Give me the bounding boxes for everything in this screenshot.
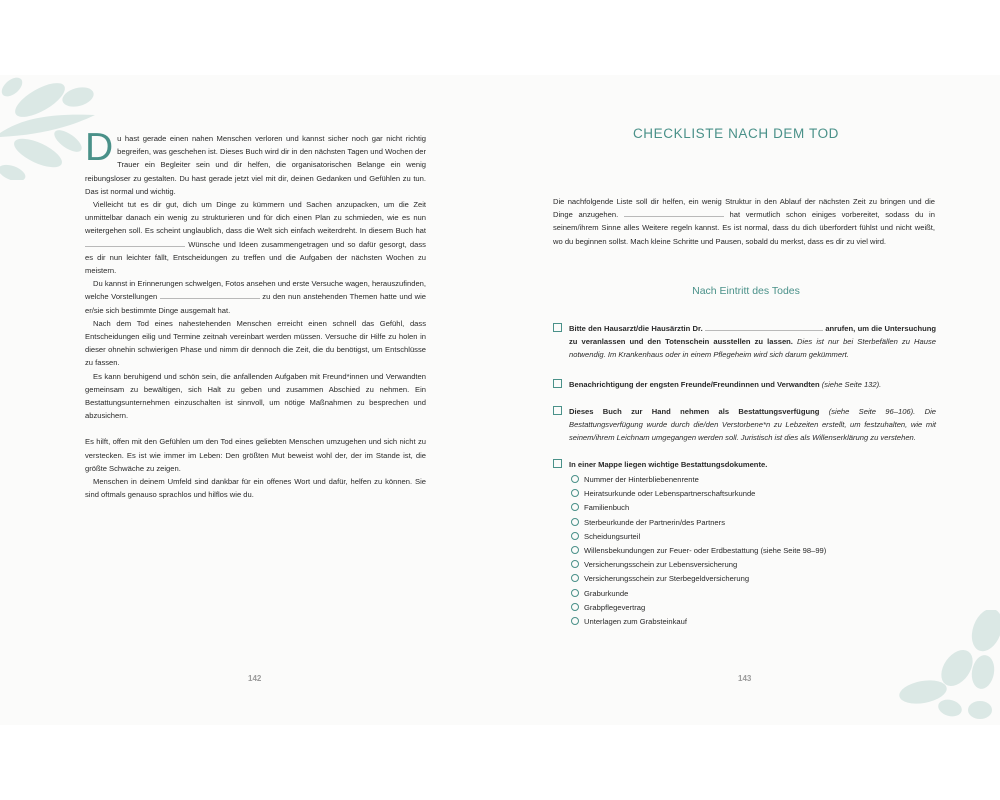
paragraph-2: Vielleicht tut es dir gut, dich um Dinge zu kümmern und Sachen anzupacken, um die Zeit unmittelbar danach ein wenig zu strukturieren und für dich einen Plan zu schmieden, wie es nun weitergehen soll. Es scheint unglaublich, dass die Welt sich einfach weiterdreht. In diesem Buch hat Wünsche und Ideen zusammengetragen und so dafür gesorgt, dass es dir nun leichter fällt, Entscheidungen zu treffen und die Aufgaben der nächsten Wochen zu meistern. [85,200,426,276]
circle-checkbox[interactable] [571,574,579,582]
circle-checkbox[interactable] [571,518,579,526]
page-number-right: 143 [738,674,752,683]
document-item[interactable]: Heiratsurkunde oder Lebenspartnerschaftsurkunde [571,487,826,501]
paragraph-1-text: u hast gerade einen nahen Menschen verloren und kannst sicher noch gar nicht richtig begreifen, was geschehen ist. Dieses Buch wird dir in den nächsten Tagen und Wochen der Trauer ein Begleiter sein und dir helfen, die organisatorischen Belange ein wenig reibungsloser zu gestalten. Du hast gerade jetzt viel mit dir, deinen Gedanken und Gefühlen zu tun. Das ist normal und wichtig. [85,134,426,196]
leaf-decoration-top-left [0,75,95,180]
circle-checkbox[interactable] [571,475,579,483]
document-item[interactable]: Unterlagen zum Grabsteinkauf [571,615,826,629]
circle-checkbox[interactable] [571,560,579,568]
document-item[interactable]: Versicherungsschein zur Sterbegeldversicherung [571,572,826,586]
paragraph-7: Menschen in deinem Umfeld sind dankbar für ein offenes Wort und dafür, helfen zu können. Sie sind oftmals genauso sprachlos und hilflos wie du. [85,477,426,500]
document-item[interactable]: Willensbekundungen zur Feuer- oder Erdbestattung (siehe Seite 98–99) [571,544,826,558]
checkbox[interactable] [553,323,562,332]
paragraph-5: Es kann beruhigend und schön sein, die anfallenden Aufgaben mit Freund*innen und Verwandten gemeinsam zu bewältigen, sich Halt zu geben und zusammen Abschied zu nehmen. Ein Bestattungsunternehmen einzuschalten ist sinnvoll, um nötige Maßnahmen zu besprechen und abzusichern. [85,371,426,421]
circle-checkbox[interactable] [571,489,579,497]
checklist-item-documents[interactable]: In einer Mappe liegen wichtige Bestattungsdokumente. [553,458,936,471]
leaf-decoration-bottom-right [895,610,1000,725]
document-item[interactable]: Sterbeurkunde der Partnerin/des Partners [571,516,826,530]
document-item[interactable]: Scheidungsurteil [571,530,826,544]
fill-in-blank[interactable] [624,210,724,217]
fill-in-blank[interactable] [705,324,823,331]
document-item[interactable]: Versicherungsschein zur Lebensversicherung [571,558,826,572]
checkbox[interactable] [553,379,562,388]
fill-in-blank[interactable] [160,292,260,299]
document-item[interactable]: Familienbuch [571,501,826,515]
circle-checkbox[interactable] [571,617,579,625]
circle-checkbox[interactable] [571,603,579,611]
circle-checkbox[interactable] [571,503,579,511]
paragraph-4: Nach dem Tod eines nahestehenden Menschen erreicht einen schnell das Gefühl, dass Entscheidungen eilig und Termine zeitnah vereinbart werden müssen. Versuche dir Hilfe zu holen in dieser ohnehin schwierigen Phase und nimm dir dennoch die Zeit, die du benötigst, um Entschlüsse zu fassen. [85,318,426,368]
intro-paragraph: Die nachfolgende Liste soll dir helfen, ein wenig Struktur in den Ablauf der nächsten Zeit zu bringen und die Dinge anzugehen. hat vermutlich schon einiges vorbereitet, sodass du in seinem/ihrem Sinne alles Weitere regeln kannst. Es ist normal, dass du dich überfordert fühlst und nicht weißt, wo du beginnen sollst. Mach kleine Schritte und Pausen, sobald du merkst, dass es dir zu viel wird. [553,197,935,246]
page-title: CHECKLISTE NACH DEM TOD [632,126,840,141]
document-list [571,473,826,629]
circle-checkbox[interactable] [571,589,579,597]
left-page-text [85,126,426,501]
checklist-item-doctor[interactable]: Bitte den Hausarzt/die Hausärztin Dr. anrufen, um die Untersuchung zu veranlassen und den Totenschein ausstellen zu lassen. Dies ist nur bei Sterbefällen zu Hause notwendig. Im Krankenhaus oder in einem Pflegeheim wird sich darum gekümmert. [553,322,936,362]
checkbox[interactable] [553,406,562,415]
paragraph-intro [85,126,426,198]
checkbox[interactable] [553,459,562,468]
paragraph-6: Es hilft, offen mit den Gefühlen um den Tod eines geliebten Menschen umzugehen und sich nicht zu verstecken. Es ist wie immer im Leben: Den größten Mut beweist wohl der, der im Stande ist, die größte Schwäche zu zeigen. [85,437,426,473]
checklist-item-notify[interactable]: Benachrichtigung der engsten Freunde/Freundinnen und Verwandten (siehe Seite 132). [553,378,936,391]
dropcap: D [85,126,114,169]
section-subtitle: Nach Eintritt des Todes [692,285,800,297]
circle-checkbox[interactable] [571,532,579,540]
document-item[interactable]: Grabpflegevertrag [571,601,826,615]
document-item[interactable]: Nummer der Hinterbliebenenrente [571,473,826,487]
circle-checkbox[interactable] [571,546,579,554]
checklist-item-book[interactable]: Dieses Buch zur Hand nehmen als Bestattungsverfügung (siehe Seite 96–106). Die Bestattungsverfügung wurde durch die/den Verstorbene*n zu Lebzeiten erstellt, um festzuhalten, wie mit seinem/ihrem Leichnam umgegangen werden soll. Juristisch ist dies als Willenserklärung zu verstehen. [553,405,936,445]
paragraph-3: Du kannst in Erinnerungen schwelgen, Fotos ansehen und erste Versuche wagen, herauszufinden, welche Vorstellungen zu den nun anstehenden Themen hatte und wie er/sie sich bestimmte Dinge ausgemalt hat. [85,279,426,315]
page-number-left: 142 [248,674,262,683]
fill-in-blank[interactable] [85,240,185,247]
document-item[interactable]: Graburkunde [571,587,826,601]
